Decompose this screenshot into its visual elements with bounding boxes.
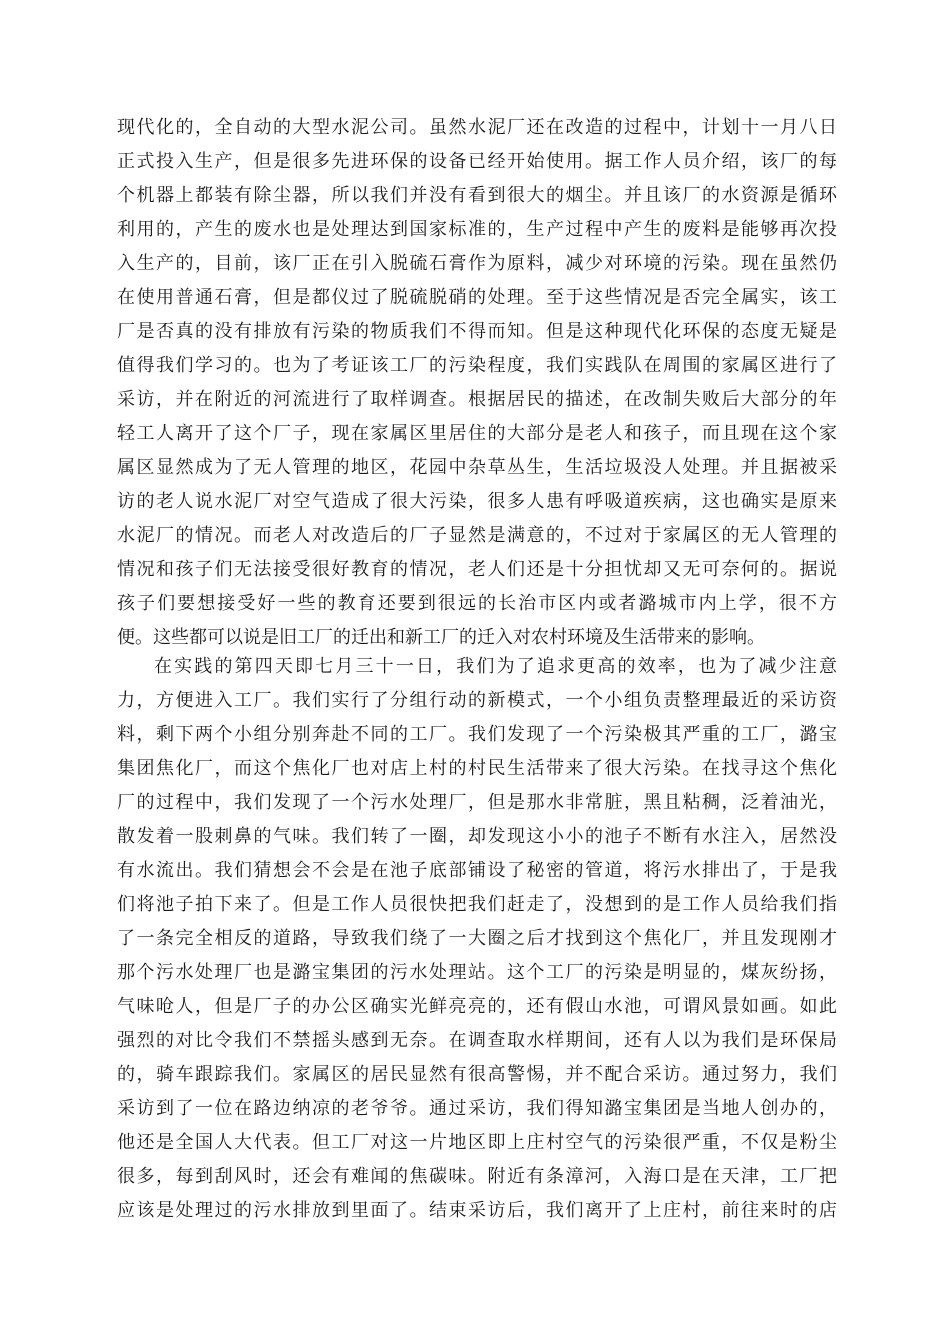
text-line: 气味呛人，但是厂子的办公区确实光鲜亮亮的，还有假山水池，可谓风景如画。如此 bbox=[117, 996, 837, 1017]
text-line: 情况和孩子们无法接受很好教育的情况，老人们还是十分担忧却又无可奈何的。据说 bbox=[117, 559, 837, 580]
text-line: 采访，并在附近的河流进行了取样调查。根据居民的描述，在改制失败后大部分的年 bbox=[117, 389, 837, 410]
text-line: 入生产的，目前，该厂正在引入脱硫石膏作为原料，减少对环境的污染。现在虽然仍 bbox=[117, 253, 837, 274]
text-line: 很多，每到刮风时，还会有难闻的焦碳味。附近有条漳河，入海口是在天津，工厂把 bbox=[117, 1166, 837, 1187]
text-line: 在实践的第四天即七月三十一日，我们为了追求更高的效率，也为了减少注意 bbox=[154, 656, 837, 677]
text-line: 利用的，产生的废水也是处理达到国家标准的，生产过程中产生的废料是能够再次投 bbox=[117, 219, 837, 240]
text-line: 访的老人说水泥厂对空气造成了很大污染，很多人患有呼吸道疾病，这也确实是原来 bbox=[117, 491, 837, 512]
text-line: 的，骑车跟踪我们。家属区的居民显然有很高警惕，并不配合采访。通过努力，我们 bbox=[117, 1064, 837, 1085]
text-line: 便。这些都可以说是旧工厂的迁出和新工厂的迁入对农村环境及生活带来的影响。 bbox=[117, 627, 765, 648]
text-line: 水泥厂的情况。而老人对改造后的厂子显然是满意的，不过对于家属区的无人管理的 bbox=[117, 525, 837, 546]
text-line: 值得我们学习的。也为了考证该工厂的污染程度，我们实践队在周围的家属区进行了 bbox=[117, 355, 837, 376]
text-line: 在使用普通石膏，但是都仪过了脱硫脱硝的处理。至于这些情况是否完全属实，该工 bbox=[117, 287, 837, 308]
text-line: 厂是否真的没有排放有污染的物质我们不得而知。但是这种现代化环保的态度无疑是 bbox=[117, 321, 837, 342]
text-line: 厂的过程中，我们发现了一个污水处理厂，但是那水非常脏，黑且粘稠，泛着油光， bbox=[117, 792, 837, 813]
text-line: 现代化的，全自动的大型水泥公司。虽然水泥厂还在改造的过程中，计划十一月八日 bbox=[117, 117, 837, 138]
text-line: 轻工人离开了这个厂子，现在家属区里居住的大部分是老人和孩子，而且现在这个家 bbox=[117, 423, 837, 444]
text-line: 属区显然成为了无人管理的地区，花园中杂草丛生，生活垃圾没人处理。并且据被采 bbox=[117, 457, 837, 478]
text-line: 有水流出。我们猜想会不会是在池子底部铺设了秘密的管道，将污水排出了，于是我 bbox=[117, 860, 837, 881]
text-line: 正式投入生产，但是很多先进环保的设备已经开始使用。据工作人员介绍，该厂的每 bbox=[117, 151, 837, 172]
paragraph-2 bbox=[117, 650, 837, 1228]
text-line: 了一条完全相反的道路，导致我们绕了一大圈之后才找到这个焦化厂，并且发现刚才 bbox=[117, 928, 837, 949]
text-line: 孩子们要想接受好一些的教育还要到很远的长治市区内或者潞城市内上学，很不方 bbox=[117, 593, 837, 614]
text-line: 应该是处理过的污水排放到里面了。结束采访后，我们离开了上庄村，前往来时的店 bbox=[117, 1200, 837, 1221]
text-line: 力，方便进入工厂。我们实行了分组行动的新模式，一个小组负责整理最近的采访资 bbox=[117, 690, 837, 711]
text-line: 料，剩下两个小组分别奔赴不同的工厂。我们发现了一个污染极其严重的工厂，潞宝 bbox=[117, 724, 837, 745]
text-line: 散发着一股刺鼻的气味。我们转了一圈，却发现这小小的池子不断有水注入，居然没 bbox=[117, 826, 837, 847]
text-line: 那个污水处理厂也是潞宝集团的污水处理站。这个工厂的污染是明显的，煤灰纷扬， bbox=[117, 962, 837, 983]
text-line: 个机器上都装有除尘器，所以我们并没有看到很大的烟尘。并且该厂的水资源是循环 bbox=[117, 185, 837, 206]
paragraph-1 bbox=[117, 111, 837, 655]
text-line: 采访到了一位在路边纳凉的老爷爷。通过采访，我们得知潞宝集团是当地人创办的， bbox=[117, 1098, 837, 1119]
text-line: 他还是全国人大代表。但工厂对这一片地区即上庄村空气的污染很严重，不仅是粉尘 bbox=[117, 1132, 837, 1153]
text-line: 们将池子拍下来了。但是工作人员很快把我们赶走了，没想到的是工作人员给我们指 bbox=[117, 894, 837, 915]
text-line: 集团焦化厂，而这个焦化厂也对店上村的村民生活带来了很大污染。在找寻这个焦化 bbox=[117, 758, 837, 779]
text-line: 强烈的对比令我们不禁摇头感到无奈。在调查取水样期间，还有人以为我们是环保局 bbox=[117, 1030, 837, 1051]
